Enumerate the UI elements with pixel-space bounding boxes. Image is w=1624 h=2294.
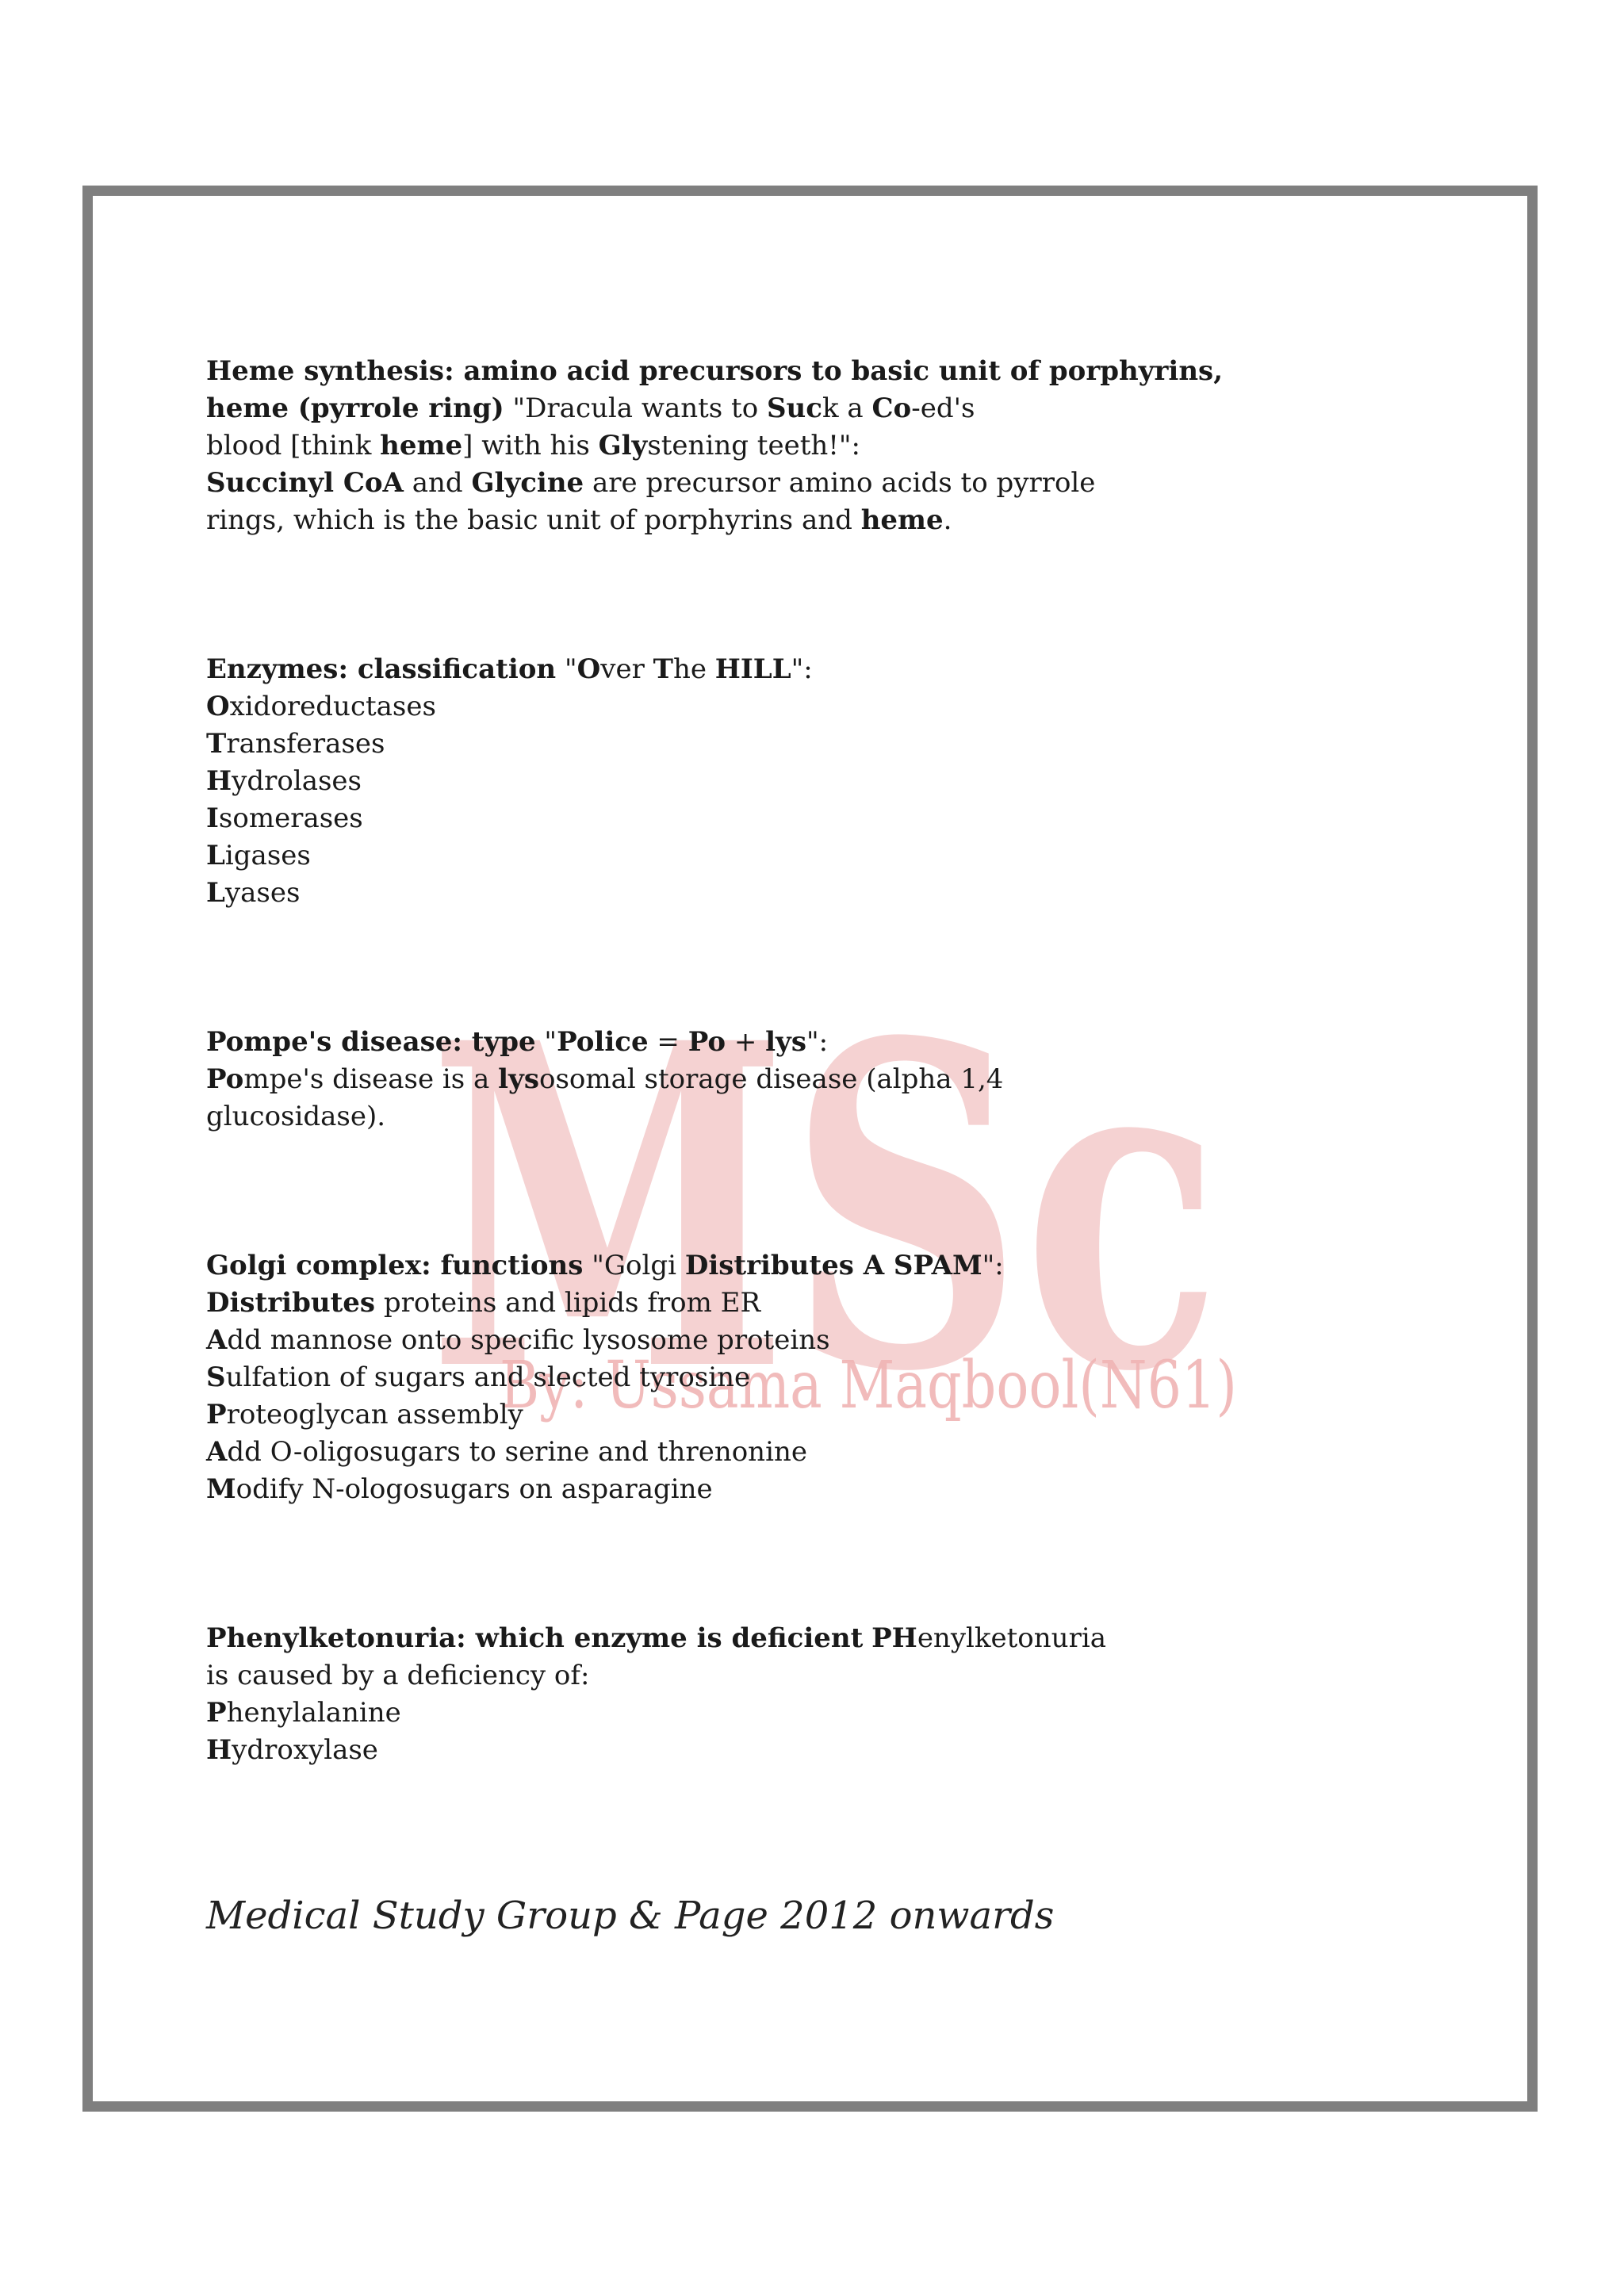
initial-letter: A bbox=[206, 1324, 228, 1356]
bold-term: heme bbox=[860, 504, 944, 536]
initial-letter: Distributes bbox=[206, 1287, 376, 1319]
text: ransferases bbox=[226, 728, 385, 760]
mnemonic-letter: Suc bbox=[766, 393, 822, 424]
section-heme bbox=[206, 353, 1237, 539]
list-item bbox=[206, 726, 1237, 763]
text: = bbox=[648, 1026, 688, 1058]
text: rings, which is the basic unit of porphyrins and bbox=[206, 504, 861, 536]
text: + bbox=[726, 1026, 766, 1058]
enzymes-title: Enzymes: classification bbox=[206, 653, 557, 685]
bold-term: Glycine bbox=[471, 467, 584, 499]
section-enzymes bbox=[206, 651, 1237, 912]
text: ": bbox=[982, 1250, 1004, 1281]
initial-letter: L bbox=[206, 840, 225, 871]
watermark-text: By: Ussama Maqbool(N61) bbox=[500, 1348, 1237, 1423]
pku-title-line bbox=[206, 1620, 1237, 1657]
text: and bbox=[403, 467, 472, 499]
list-item bbox=[206, 1396, 1237, 1434]
list-item bbox=[206, 837, 1237, 875]
text: ydrolases bbox=[232, 765, 362, 797]
section-pku bbox=[206, 1620, 1237, 1769]
text: " bbox=[535, 1026, 557, 1058]
list-item bbox=[206, 1695, 1237, 1732]
mnemonic-letter: T bbox=[653, 653, 673, 685]
heme-line-1 bbox=[206, 353, 1237, 390]
list-item bbox=[206, 688, 1237, 726]
text: igases bbox=[224, 840, 311, 871]
text: odify N-ologosugars on asparagine bbox=[236, 1473, 713, 1505]
text: enylketonuria bbox=[917, 1622, 1106, 1654]
enzymes-title-line bbox=[206, 651, 1237, 688]
text: stening teeth!": bbox=[647, 430, 861, 461]
text: ver bbox=[600, 653, 653, 685]
text: k a bbox=[822, 393, 872, 424]
list-item bbox=[206, 1359, 1237, 1396]
mnemonic-letters: Distributes A SPAM bbox=[684, 1250, 982, 1281]
text: xidoreductases bbox=[229, 691, 436, 722]
footer-text: Medical Study Group & Page 2012 onwards bbox=[206, 1894, 1055, 1938]
text: . bbox=[943, 504, 952, 536]
text: ": bbox=[806, 1026, 829, 1058]
initial-letter: L bbox=[206, 877, 225, 909]
list-item bbox=[206, 875, 1237, 912]
mnemonic-letter: PH bbox=[871, 1622, 917, 1654]
initial-letter: P bbox=[206, 1697, 227, 1729]
golgi-title-line bbox=[206, 1247, 1237, 1285]
mnemonic-letter: O bbox=[576, 653, 601, 685]
bold-term: Po bbox=[206, 1063, 244, 1095]
initial-letter: H bbox=[206, 765, 232, 797]
section-pompe bbox=[206, 1024, 1237, 1136]
text: glucosidase). bbox=[206, 1101, 386, 1132]
mnemonic-letter: Gly bbox=[598, 430, 648, 461]
list-item bbox=[206, 1732, 1237, 1769]
watermark-logo: MSc bbox=[428, 975, 1221, 1467]
text: osomal storage disease (alpha 1,4 bbox=[538, 1063, 1004, 1095]
text: -ed's bbox=[911, 393, 975, 424]
text: dd mannose onto specific lysosome proteins bbox=[227, 1324, 830, 1356]
heme-line-5 bbox=[206, 502, 1237, 539]
text: ulfation of sugars and slected tyrosine bbox=[225, 1361, 751, 1393]
list-item bbox=[206, 1322, 1237, 1359]
text: somerases bbox=[218, 802, 363, 834]
text: roteoglycan assembly bbox=[226, 1399, 523, 1430]
text: "Golgi bbox=[583, 1250, 685, 1281]
pompe-line-3 bbox=[206, 1098, 1237, 1136]
bold-term: lys bbox=[498, 1063, 539, 1095]
list-item bbox=[206, 1471, 1237, 1508]
initial-letter: A bbox=[206, 1436, 228, 1468]
text: " bbox=[556, 653, 577, 685]
text: ydroxylase bbox=[232, 1734, 378, 1766]
document-body bbox=[206, 353, 1237, 1769]
text bbox=[863, 1622, 871, 1654]
golgi-title: Golgi complex: functions bbox=[206, 1250, 584, 1281]
text: proteins and lipids from ER bbox=[375, 1287, 761, 1319]
pompe-title: Pompe's disease: type bbox=[206, 1026, 536, 1058]
bold-term: heme bbox=[380, 430, 463, 461]
pompe-line-2 bbox=[206, 1061, 1237, 1098]
text: mpe's disease is a bbox=[243, 1063, 499, 1095]
heme-title-cont: heme (pyrrole ring) bbox=[206, 393, 504, 424]
initial-letter: M bbox=[206, 1473, 236, 1505]
list-item bbox=[206, 1285, 1237, 1322]
text: yases bbox=[224, 877, 301, 909]
mnemonic-letter: HILL bbox=[714, 653, 791, 685]
text: is caused by a deficiency of: bbox=[206, 1660, 590, 1691]
heme-line-4 bbox=[206, 465, 1237, 502]
text: blood [think bbox=[206, 430, 381, 461]
initial-letter: S bbox=[206, 1361, 226, 1393]
mnemonic-letter: Co bbox=[871, 393, 912, 424]
bold-term: lys bbox=[765, 1026, 806, 1058]
initial-letter: P bbox=[206, 1399, 227, 1430]
heme-line-3 bbox=[206, 427, 1237, 465]
pompe-title-line bbox=[206, 1024, 1237, 1061]
list-item bbox=[206, 1434, 1237, 1471]
initial-letter: I bbox=[206, 802, 219, 834]
text: henylalanine bbox=[226, 1697, 401, 1729]
bold-term: Police bbox=[557, 1026, 649, 1058]
heme-title: Heme synthesis: amino acid precursors to basic unit of porphyrins, bbox=[206, 355, 1224, 387]
bold-term: Po bbox=[688, 1026, 726, 1058]
text: ": bbox=[791, 653, 813, 685]
pku-title: Phenylketonuria: which enzyme is deficient bbox=[206, 1622, 864, 1654]
section-golgi bbox=[206, 1247, 1237, 1508]
initial-letter: H bbox=[206, 1734, 232, 1766]
text: he bbox=[672, 653, 715, 685]
list-item bbox=[206, 800, 1237, 837]
text: dd O-oligosugars to serine and threnonine bbox=[227, 1436, 807, 1468]
heme-line-2 bbox=[206, 390, 1237, 427]
initial-letter: T bbox=[206, 728, 227, 760]
text: are precursor amino acids to pyrrole bbox=[584, 467, 1096, 499]
text: "Dracula wants to bbox=[504, 393, 767, 424]
text: ] with his bbox=[462, 430, 599, 461]
pku-line-2 bbox=[206, 1657, 1237, 1695]
list-item bbox=[206, 763, 1237, 800]
bold-term: Succinyl CoA bbox=[206, 467, 404, 499]
initial-letter: O bbox=[206, 691, 230, 722]
